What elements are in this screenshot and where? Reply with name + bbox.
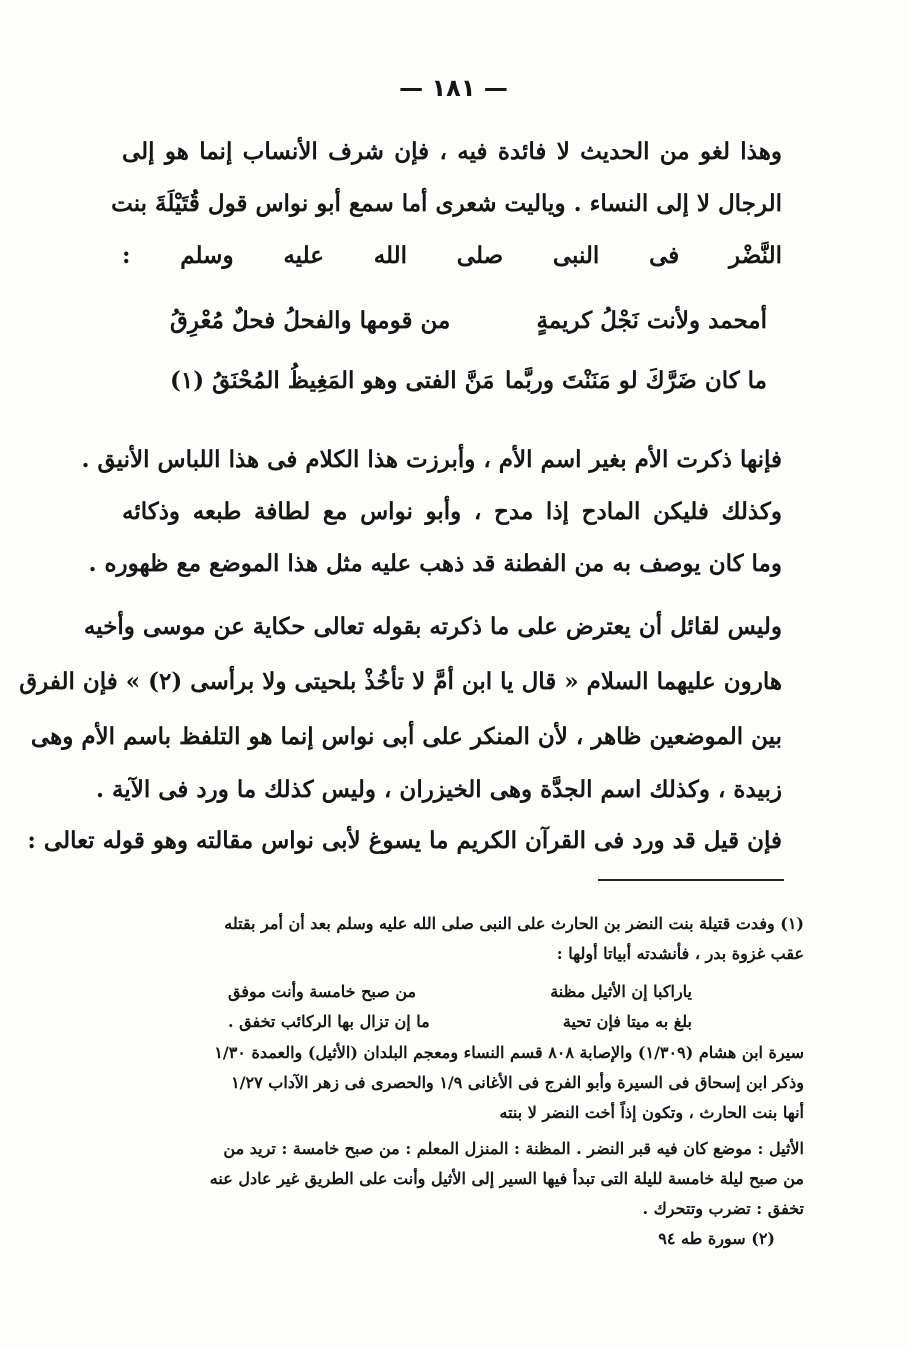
verse-hemistich-right: ما كان ضَرَّكَ لو مَنَنْتَ وربَّما [505, 367, 767, 394]
text-line: وكذلك فليكن المادح إذا مدح ، وأبو نواس مع لطافة طبعه وذكائه [122, 498, 782, 525]
text-line: الرجال لا إلى النساء . وياليت شعرى أما سمع أبو نواس قول قُتَيْلَةَ بنت [111, 190, 782, 217]
verse-hemistich-left: من قومها والفحلُ فحلٌ مُعْرِقُ [170, 307, 451, 334]
text-line: وما كان يوصف به من الفطنة قد ذهب عليه مثل هذا الموضع مع ظهوره . [88, 550, 782, 577]
verse-hemistich-left: مَنَّ الفتى وهو المَغِيظُ المُحْنَقُ (١) [170, 367, 495, 394]
text-line: وليس لقائل أن يعترض على ما ذكرته بقوله تعالى حكاية عن موسى وأخيه [83, 613, 782, 640]
text-line: النَّضْر فى النبى صلى الله عليه وسلم : [122, 242, 782, 269]
footnote-line: تخفق : تضرب وتتحرك . [642, 1199, 804, 1218]
footnote-divider [598, 879, 784, 881]
paragraph-1 [111, 138, 782, 269]
footnote-line: (١) وفدت قتيلة بنت النضر بن الحارث على النبى صلى الله عليه وسلم بعد أن أمر بقتله [224, 914, 804, 933]
text-line: زبيدة ، وكذلك اسم الجدَّة وهى الخيزران ، وليس كذلك ما ورد فى الآية . [95, 776, 782, 803]
page-number: — ١٨١ — [399, 74, 508, 102]
verse-hemistich-right: أمحمد ولأنت نَجْلُ كريمةٍ [536, 307, 767, 334]
text-line: فإن قيل قد ورد فى القرآن الكريم ما يسوغ لأبى نواس مقالته وهو قوله تعالى : [27, 827, 782, 854]
footnote-line: أنها بنت الحارث ، وتكون إذاً أخت النضر لا بنته [499, 1103, 804, 1122]
footnote-2: (٢) سورة طه ٩٤ [658, 1229, 775, 1248]
footnote-line: الأثيل : موضع كان فيه قبر النضر . المظنة : المنزل المعلم : من صبح خامسة : تريد من [223, 1139, 804, 1158]
text-line: هارون عليهما السلام « قال يا ابن أمَّ لا تأخُذْ بلحيتى ولا برأسى (٢) » فإن الفرق [19, 668, 782, 695]
footnote-verse-right: ياراكبا إن الأثيل مظنة [550, 982, 692, 1001]
footnote-line: من صبح ليلة خامسة لليلة التى تبدأ فيها السير إلى الأثيل وأنت على الطريق غير عادل عنه [209, 1169, 804, 1188]
footnote-line: سيرة ابن هشام (١/٣٠٩) والإصابة ٨٠٨ قسم النساء ومعجم البلدان (الأثيل) والعمدة ١/٣٠ [214, 1043, 804, 1062]
text-line: وهذا لغو من الحديث لا فائدة فيه ، فإن شرف الأنساب إنما هو إلى [122, 138, 782, 165]
footnote-line: وذكر ابن إسحاق فى السيرة وأبو الفرج فى الأغانى ١/٩ والحصرى فى زهر الآداب ١/٢٧ [231, 1073, 804, 1092]
text-line: بين الموضعين ظاهر ، لأن المنكر على أبى نواس إنما هو التلفظ باسم الأم وهى [30, 723, 782, 750]
text-line: فإنها ذكرت الأم بغير اسم الأم ، وأبرزت هذا الكلام فى هذا اللباس الأنيق . [81, 446, 782, 473]
footnote-verse-left: ما إن تزال بها الركائب تخفق . [228, 1012, 430, 1031]
paragraph-2 [81, 446, 782, 577]
footnote-verse-left: من صبح خامسة وأنت موفق [228, 982, 417, 1001]
footnote-line: عقب غزوة بدر ، فأنشدته أبياتا أولها : [556, 944, 804, 963]
footnote-verse-right: بلغ به ميتا فإن تحية [562, 1012, 692, 1031]
paragraph-3 [19, 613, 782, 854]
